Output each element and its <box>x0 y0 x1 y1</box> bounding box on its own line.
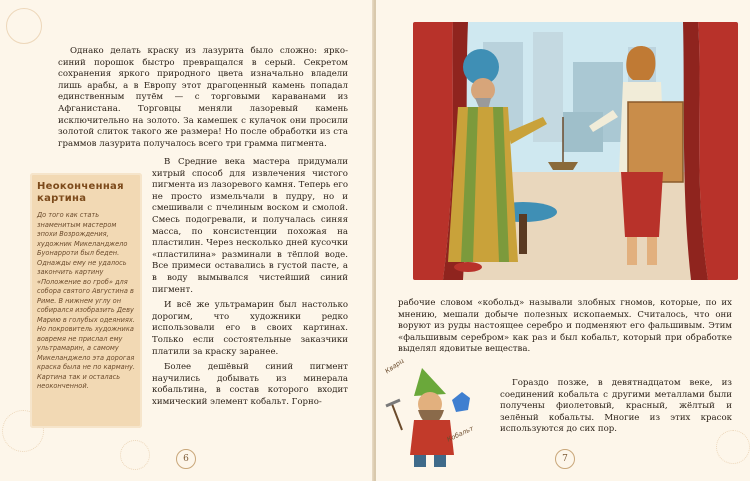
quartz-label: Кварц <box>383 356 406 376</box>
gnome-kobold-illustration <box>383 356 494 472</box>
gnome-drawing <box>384 360 494 472</box>
left-page <box>0 0 374 481</box>
paragraph: И всё же ультрамарин был настолько дорогим, что художники редко использовали его в своих картинах. Только если состоятельные заказчики платили за краску заранее. <box>152 300 348 357</box>
sidebar-text: До того как стать знаменитым мастером эпохи Возрождения, художник Микеланджело Буонарроти был беден. Однажды ему не удалось закончить картину «Положение во гроб» для собора святого Августина в Риме. В нижнем углу он собирался изобразить Деву Марию в голубых одеяниях. Но покровитель художника вовремя не прислал ему ультрамарин, а самому Микеланджело эта дорогая краска была не по карману. Картина так и осталась неоконченной. <box>37 211 136 390</box>
paragraph: Более дешёвый синий пигмент научились добывать из минерала кобальтина, в состав которого входит химический элемент кобальт. Горно- <box>152 362 348 407</box>
cobalt-label: Кобальт <box>445 424 475 444</box>
sidebar-box <box>30 173 142 428</box>
decorative-gear-ornament <box>120 440 150 470</box>
body-text-block <box>398 298 732 356</box>
merchant-trade-illustration <box>413 22 738 280</box>
sidebar-title: Неоконченная картина <box>37 181 124 204</box>
decorative-atom-ornament <box>6 8 42 44</box>
body-text-column <box>152 157 348 408</box>
paragraph: Гораздо позже, в девятнадцатом веке, из соединений кобальта с другими металлами были получены фиолетовый, красный, жёлтый и зелёный кобальты. Многие из этих красок используются до сих пор. <box>500 378 732 435</box>
paragraph: рабочие словом «кобольд» называли злобных гномов, которые, по их мнению, мешали добыче полезных ископаемых. Считалось, что они воруют из руды настоящее серебро и подменяют его фальшивым. Этим «фальшивым серебром» как раз и был кобальт, который при обработке выделял ядовитые вещества. <box>398 298 732 355</box>
body-text-block <box>58 46 348 150</box>
page-number: 6 <box>176 449 196 469</box>
paragraph: В Средние века мастера придумали хитрый способ для извлечения чистого пигмента из лазоревого камня. Теперь его не просто измельчали в пудру, но и смешивали с пчелиным воском и смолой. Смесь подогревали, и получалась синяя масса, по консистенции похожая на пластилин. Через несколько дней кусочки «пластилина» разминали в тёплой воде. Все примеси оставались в густой пасте, а в воду вымывался чистейший синий пигмент. <box>152 157 348 295</box>
paragraph: Однако делать краску из лазурита было сложно: ярко-синий порошок быстро превращался в серый. Секретом сохранения яркого природного цвета изначально владели лишь арабы, а в Европу этот драгоценный камень попадал единственным путём — с торговыми караванами из Афганистана. Торговцы меняли лазоревый камень исключительно на золото. За камешек с кулачок они просили золотой слиток такого же размера! Но после обработки из ста граммов лазурита получалось всего три грамма пигмента. <box>58 46 348 149</box>
page-number: 7 <box>555 449 575 469</box>
body-text-column <box>500 378 732 436</box>
illustration-drawing <box>413 22 738 280</box>
